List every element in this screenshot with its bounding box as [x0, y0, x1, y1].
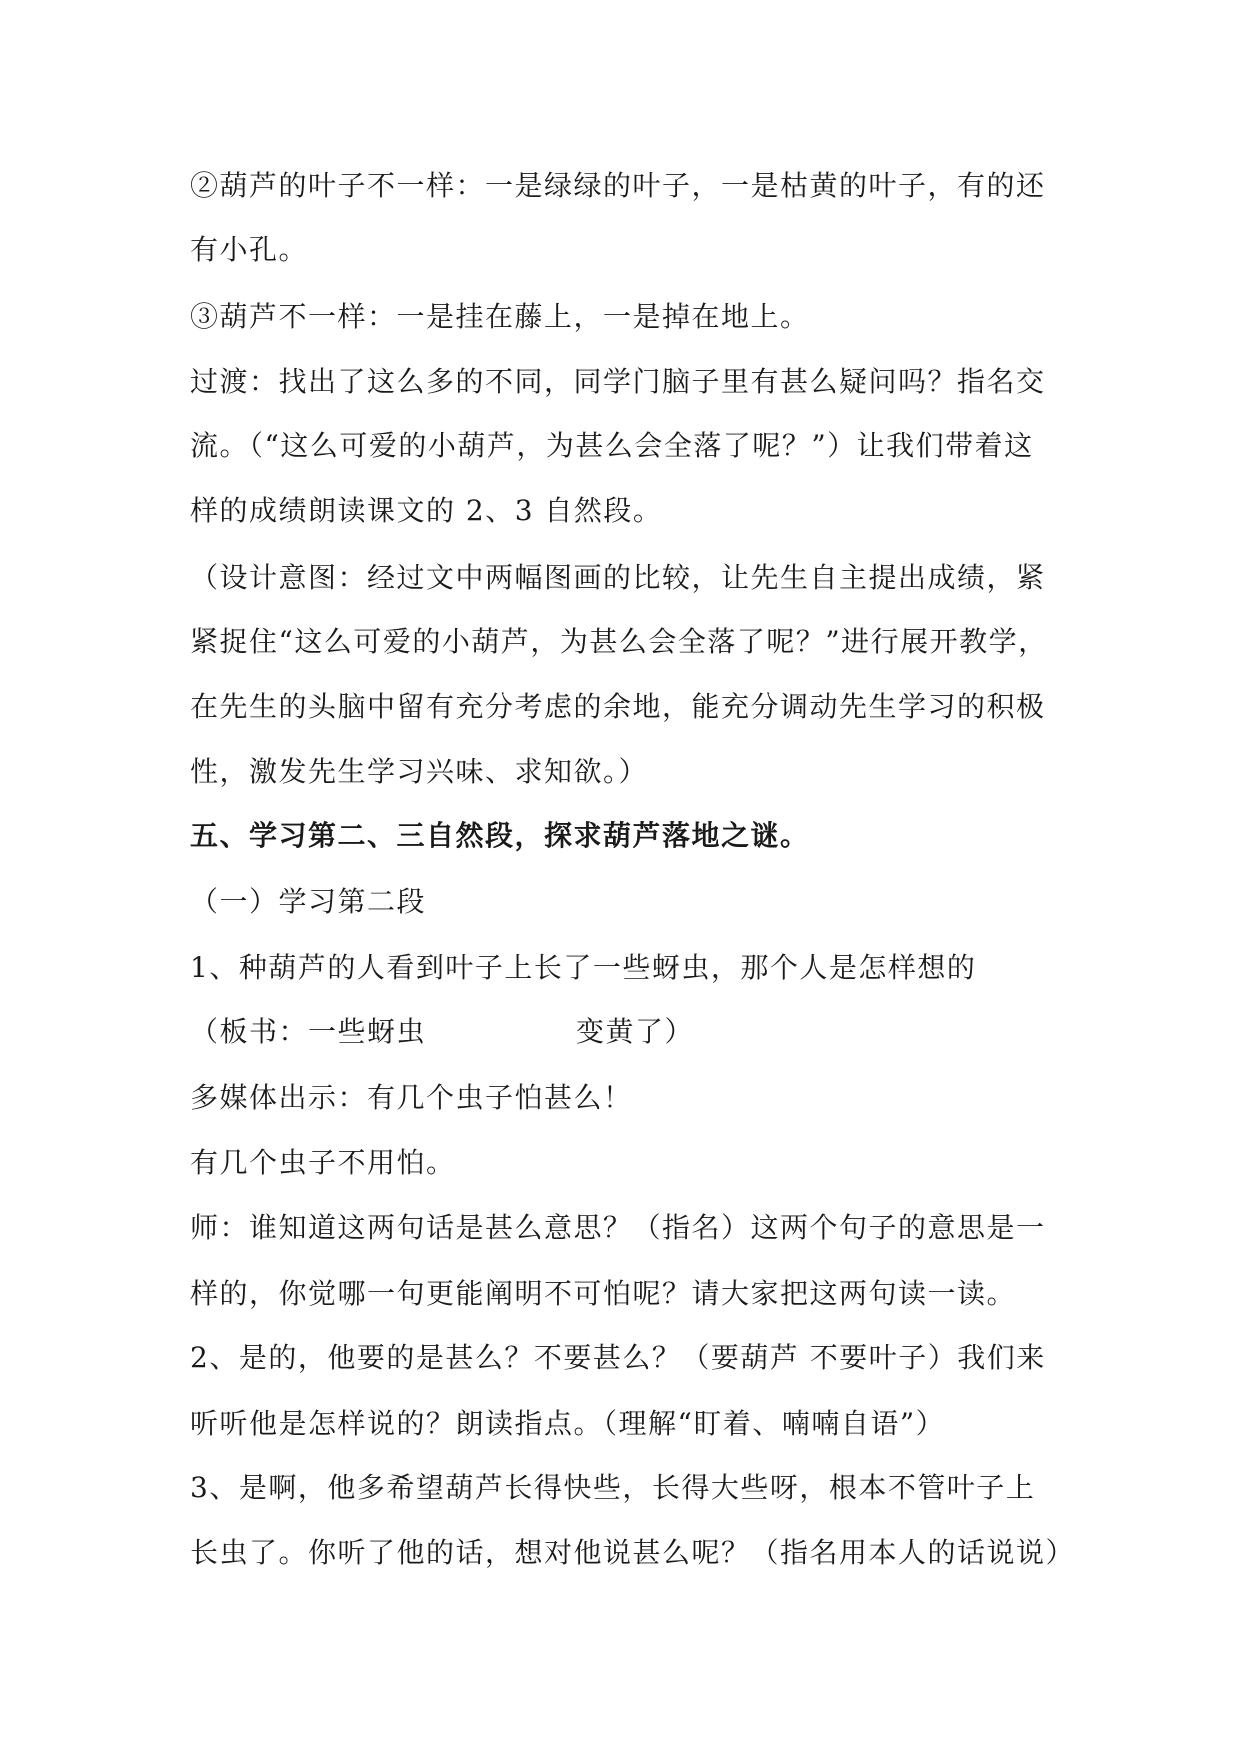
paragraph-line: 有几个虫子不用怕。 — [190, 1146, 456, 1179]
paragraph-line: 2、是的，他要的是甚么？不要甚么？（要葫芦 不要叶子）我们来 — [190, 1341, 1046, 1374]
paragraph-line: 过渡：找出了这么多的不同，同学门脑子里有甚么疑问吗？指名交 — [190, 365, 1046, 398]
paragraph-line: 紧捉住“这么可爱的小葫芦，为甚么会全落了呢？”进行展开教学， — [190, 625, 1048, 658]
paragraph-line: 流。（“这么可爱的小葫芦，为甚么会全落了呢？”）让我们带着这 — [190, 429, 1034, 462]
board-note-left: （板书：一些蚜虫 — [190, 1015, 427, 1048]
paragraph-line: 样的成绩朗读课文的 2、3 自然段。 — [190, 494, 663, 527]
paragraph-line: 3、是啊，他多希望葫芦长得快些，长得大些呀，根本不管叶子上 — [190, 1471, 1036, 1504]
paragraph-line: 有小孔。 — [190, 233, 309, 266]
paragraph-line: 1、种葫芦的人看到叶子上长了一些蚜虫，那个人是怎样想的 — [190, 951, 977, 984]
paragraph-line: （设计意图：经过文中两幅图画的比较，让先生自主提出成绩，紧 — [190, 561, 1046, 594]
paragraph-line: 样的，你觉哪一句更能阐明不可怕呢？请大家把这两句读一读。 — [190, 1277, 1017, 1310]
paragraph-line: ③葫芦不一样：一是挂在藤上，一是掉在地上。 — [190, 300, 810, 333]
board-note-line — [190, 1012, 1060, 1052]
subsection-heading: （一）学习第二段 — [190, 885, 427, 918]
paragraph-line: 在先生的头脑中留有充分考虑的余地，能充分调动先生学习的积极 — [190, 690, 1046, 723]
section-heading: 五、学习第二、三自然段，探求葫芦落地之谜。 — [190, 819, 810, 852]
paragraph-line: 师：谁知道这两句话是甚么意思？（指名）这两个句子的意思是一 — [190, 1211, 1046, 1244]
paragraph-line: 长虫了。你听了他的话，想对他说甚么呢？（指名用本人的话说说） — [190, 1536, 1076, 1569]
board-note-right: 变黄了） — [576, 1015, 695, 1048]
paragraph-line: 多媒体出示：有几个虫子怕甚么！ — [190, 1081, 633, 1114]
paragraph-line: ②葫芦的叶子不一样：一是绿绿的叶子，一是枯黄的叶子，有的还 — [190, 169, 1046, 202]
paragraph-line: 性，激发先生学习兴味、求知欲。） — [190, 755, 649, 788]
paragraph-line: 听听他是怎样说的？朗读指点。（理解“盯着、喃喃自语”） — [190, 1407, 946, 1440]
